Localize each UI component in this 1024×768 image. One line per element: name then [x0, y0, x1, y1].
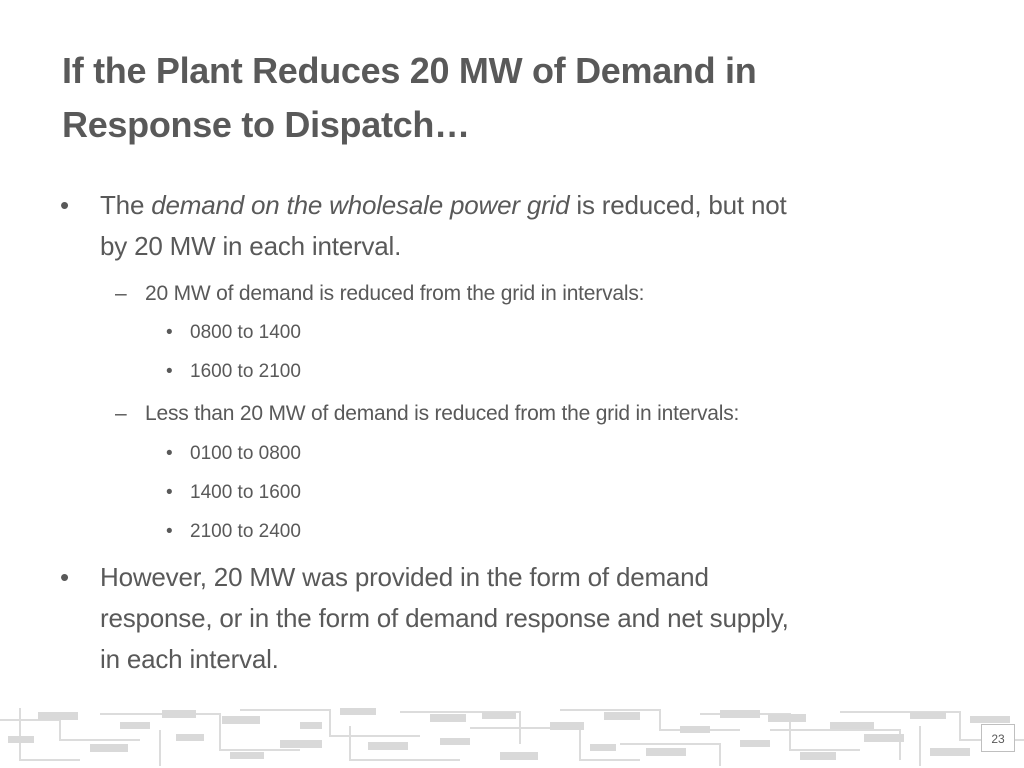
- bullet-icon: •: [166, 361, 173, 382]
- interval-item: [166, 359, 590, 385]
- title-line-2: Response to Dispatch…: [62, 104, 470, 145]
- title-line-1: If the Plant Reduces 20 MW of Demand in: [62, 50, 757, 91]
- bullet-demand-response: [60, 557, 960, 680]
- bullet-icon: •: [60, 562, 69, 592]
- sub-bullet-full-reduction: [115, 279, 965, 309]
- page-number: 23: [981, 724, 1015, 752]
- bullet-icon: •: [166, 322, 173, 343]
- bullet-icon: •: [166, 482, 173, 503]
- dash-icon: –: [115, 282, 127, 305]
- bullet-text-prefix: The: [100, 190, 152, 220]
- sub-bullet-text: Less than 20 MW of demand is reduced from the grid in intervals:: [145, 402, 740, 425]
- interval-text: 1600 to 2100: [190, 361, 301, 382]
- interval-text: 1400 to 1600: [190, 482, 301, 503]
- dash-icon: –: [115, 402, 127, 425]
- interval-item: [166, 320, 590, 346]
- circuit-footer-decoration: [0, 700, 1024, 768]
- sub-bullet-text: 20 MW of demand is reduced from the grid in intervals:: [145, 282, 645, 305]
- bullet-text-emphasis: demand on the wholesale power grid: [151, 190, 570, 220]
- bullet-icon: •: [166, 443, 173, 464]
- bullet-text-suffix: is reduced, but not: [569, 190, 787, 220]
- bullet-text-line2: by 20 MW in each interval.: [100, 231, 402, 261]
- bullet-icon: •: [60, 190, 69, 220]
- interval-item: [166, 519, 590, 545]
- interval-text: 2100 to 2400: [190, 521, 301, 542]
- interval-item: [166, 480, 590, 506]
- interval-text: 0800 to 1400: [190, 322, 301, 343]
- bullet-text-line2: response, or in the form of demand response and net supply,: [100, 603, 789, 633]
- bullet-demand-reduced: [60, 185, 960, 267]
- sub-bullet-partial-reduction: [115, 399, 965, 429]
- interval-text: 0100 to 0800: [190, 443, 301, 464]
- interval-item: [166, 441, 590, 467]
- bullet-text-line1: However, 20 MW was provided in the form of demand: [100, 562, 709, 592]
- bullet-icon: •: [166, 521, 173, 542]
- bullet-text-line3: in each interval.: [100, 644, 279, 674]
